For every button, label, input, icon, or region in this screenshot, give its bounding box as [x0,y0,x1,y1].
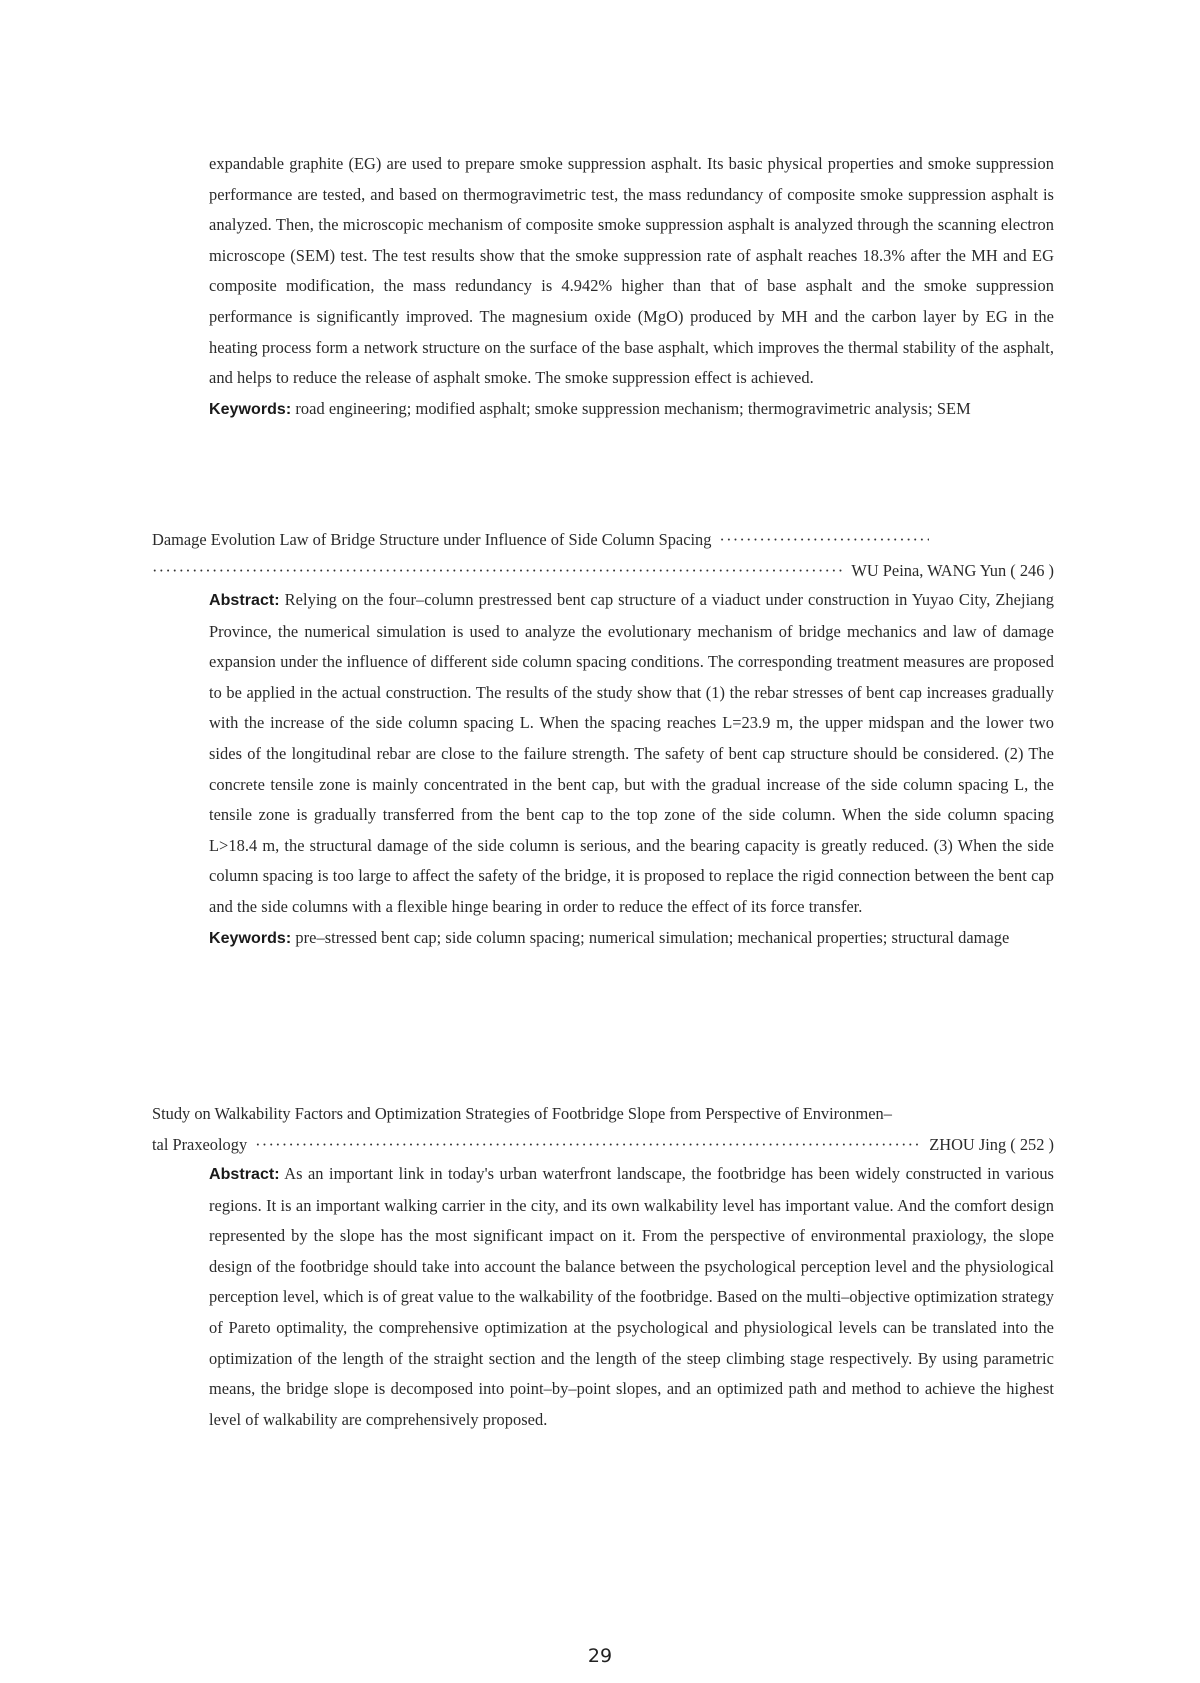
abstract-text: expandable graphite (EG) are used to prepare smoke suppression asphalt. Its basic physical properties and smoke suppression performance are tested, and based on thermogravimetric test, the mass redundancy of composite smoke suppression asphalt is analyzed. Then, the microscopic mechanism of composite smoke suppression asphalt is analyzed through the scanning electron microscope (SEM) test. The test results show that the smoke suppression rate of asphalt reaches 18.3% after the MH and EG composite modification, the mass redundancy is 4.942% higher than that of base asphalt and the smoke suppression performance is significantly improved. The magnesium oxide (MgO) produced by MH and the carbon layer by EG in the heating process form a network structure on the surface of the base asphalt, which improves the thermal stability of the asphalt, and helps to reduce the release of asphalt smoke. The smoke suppression effect is achieved. [209,154,1054,388]
leader-dots [255,1129,921,1160]
page-number: 29 [587,1645,613,1667]
abstract-label: Abstract: [209,1166,280,1183]
abstract-block [209,1159,1054,1435]
article-authors: ZHOU Jing [929,1135,1007,1154]
article-title-line2: tal Praxeology [152,1135,248,1154]
title-line [152,1098,1054,1129]
abstract-label: Abstract: [209,592,280,609]
author-line [152,555,1054,586]
abstract-block [209,585,1054,954]
title-line [152,524,1054,555]
leader-dots [152,555,843,586]
abstract-text: Relying on the four–column prestressed bent cap structure of a viaduct under construction in Yuyao City, Zhejiang Province, the numerical simulation is used to analyze the evolutionary mechanism of bridge mechanics and law of damage expansion under the influence of different side column spacing conditions. The corresponding treatment measures are proposed to be applied in the actual construction. The results of the study show that (1) the rebar stresses of bent cap increases gradually with the increase of the side column spacing L. When the spacing reaches L=23.9 m, the upper midspan and the lower two sides of the longitudinal rebar are close to the failure strength. The safety of bent cap structure should be considered. (2) The concrete tensile zone is mainly concentrated in the bent cap, but with the gradual increase of the side column spacing L, the tensile zone is gradually transferred from the bent cap to the top zone of the side column. When the side column spacing L>18.4 m, the structural damage of the side column is serious, and the bearing capacity is greatly reduced. (3) When the side column spacing is too large to affect the safety of the bridge, it is proposed to replace the rigid connection between the bent cap and the side columns with a flexible hinge bearing in order to reduce the effect of its force transfer. [209,590,1054,916]
abstract-continuation-block [209,149,1054,425]
leader-dots [719,524,929,555]
keywords-label: Keywords: [209,400,292,418]
page-reference: ( 252 ) [1010,1135,1054,1154]
page-reference: ( 246 ) [1010,561,1054,580]
toc-entry-title [152,524,1054,586]
keywords-text: road engineering; modified asphalt; smoke suppression mechanism; thermogravimetric analysis; SEM [295,398,971,418]
toc-entry-title [152,1098,1054,1160]
keywords-text: pre–stressed bent cap; side column spacing; numerical simulation; mechanical properties; structural damage [295,927,1010,947]
article-title: Damage Evolution Law of Bridge Structure under Influence of Side Column Spacing [152,530,712,549]
article-authors: WU Peina, WANG Yun [851,561,1007,580]
author-line [152,1129,1054,1160]
keywords-label: Keywords: [209,929,292,947]
article-title-line1: Study on Walkability Factors and Optimization Strategies of Footbridge Slope from Perspective of Environmen– [152,1104,892,1123]
abstract-text: As an important link in today's urban waterfront landscape, the footbridge has been widely constructed in various regions. It is an important walking carrier in the city, and its own walkability level has important value. And the comfort design represented by the slope has the most significant impact on it. From the perspective of environmental praxiology, the slope design of the footbridge should take into account the balance between the psychological perception level and the physiological perception level, which is of great value to the walkability of the footbridge. Based on the multi–objective optimization strategy of Pareto optimality, the comprehensive optimization at the psychological and physiological levels can be translated into the optimization of the length of the straight section and the length of the steep climbing stage respectively. By using parametric means, the bridge slope is decomposed into point–by–point slopes, and an optimized path and method to achieve the highest level of walkability are comprehensively proposed. [209,1164,1054,1429]
